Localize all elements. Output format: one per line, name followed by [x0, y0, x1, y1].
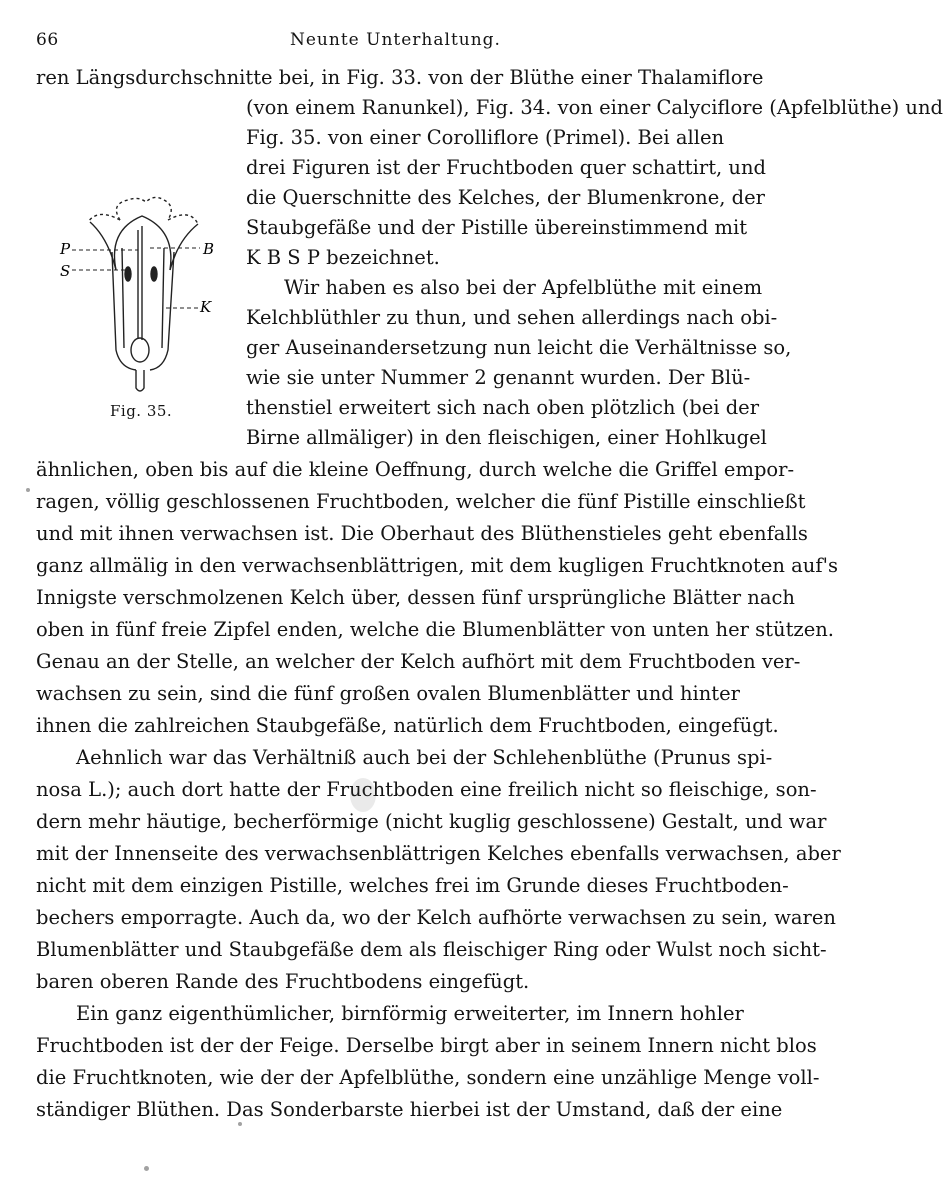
label-p: P — [60, 240, 71, 258]
page-number: 66 — [36, 30, 59, 50]
text-line: Innigste verschmolzenen Kelch über, dessen fünf ursprüngliche Blätter nach — [36, 586, 795, 609]
text-line: ähnlichen, oben bis auf die kleine Oeffnung, durch welche die Griffel empor- — [36, 458, 795, 481]
figure-caption: Fig. 35. — [110, 402, 173, 420]
text-line: dern mehr häutige, becherförmige (nicht kuglig geschlossene) Gestalt, und war — [36, 810, 827, 833]
text-line: Genau an der Stelle, an welcher der Kelch aufhört mit dem Fruchtboden ver- — [36, 650, 801, 673]
text-line: Wir haben es also bei der Apfelblüthe mit einem — [284, 276, 763, 299]
text-line: nicht mit dem einzigen Pistille, welches frei im Grunde dieses Fruchtboden- — [36, 874, 789, 897]
text-line: Aehnlich war das Verhältniß auch bei der Schlehenblüthe (Prunus spi- — [76, 746, 773, 769]
text-line: bechers emporragte. Auch da, wo der Kelch aufhörte verwachsen zu sein, waren — [36, 906, 836, 929]
text-line: thenstiel erweitert sich nach oben plötzlich (bei der — [246, 396, 760, 419]
text-line: (von einem Ranunkel), Fig. 34. von einer Calyciflore (Apfelblüthe) und — [246, 96, 943, 119]
text-line: wachsen zu sein, sind die fünf großen ovalen Blumenblätter und hinter — [36, 682, 740, 705]
text-line: Staubgefäße und der Pistille übereinstimmend mit — [246, 216, 748, 239]
text-line: ger Auseinandersetzung nun leicht die Verhältnisse so, — [246, 336, 792, 359]
text-line: wie sie unter Nummer 2 genannt wurden. Der Blü- — [246, 366, 751, 389]
label-k: K — [200, 298, 212, 316]
print-speck — [238, 1122, 242, 1126]
text-line: drei Figuren ist der Fruchtboden quer schattirt, und — [246, 156, 767, 179]
label-s: S — [60, 262, 71, 280]
text-line: oben in fünf freie Zipfel enden, welche die Blumenblätter von unten her stützen. — [36, 618, 834, 641]
label-b: B — [203, 240, 215, 258]
print-speck — [26, 488, 30, 492]
text-line: die Fruchtknoten, wie der der Apfelblüthe, sondern eine unzählige Menge voll- — [36, 1066, 820, 1089]
text-line: ren Längsdurchschnitte bei, in Fig. 33. von der Blüthe einer Thalamiflore — [36, 66, 764, 89]
text-line: und mit ihnen verwachsen ist. Die Oberhaut des Blüthenstieles geht ebenfalls — [36, 522, 808, 545]
running-head: Neunte Unterhaltung. — [290, 30, 501, 50]
text-line: ganz allmälig in den verwachsenblättrigen, mit dem kugligen Fruchtknoten auf's — [36, 554, 838, 577]
text-line: Kelchblüthler zu thun, und sehen allerdings nach obi- — [246, 306, 778, 329]
text-line: die Querschnitte des Kelches, der Blumenkrone, der — [246, 186, 766, 209]
text-line: Ein ganz eigenthümlicher, birnförmig erweiterter, im Innern hohler — [76, 1002, 744, 1025]
text-line: ständiger Blüthen. Das Sonderbarste hierbei ist der Umstand, daß der eine — [36, 1098, 783, 1121]
text-line: baren oberen Rande des Fruchtbodens eingefügt. — [36, 970, 530, 993]
text-line: Fig. 35. von einer Corolliflore (Primel). Bei allen — [246, 126, 725, 149]
text-line: Birne allmäliger) in den fleischigen, einer Hohlkugel — [246, 426, 767, 449]
ink-blot — [350, 778, 376, 812]
text-line: Blumenblätter und Staubgefäße dem als fleischiger Ring oder Wulst noch sicht- — [36, 938, 827, 961]
text-line: mit der Innenseite des verwachsenblättrigen Kelches ebenfalls verwachsen, aber — [36, 842, 841, 865]
print-speck — [144, 1166, 149, 1171]
text-line: nosa L.); auch dort hatte der Fruchtboden eine freilich nicht so fleischige, son- — [36, 778, 817, 801]
text-line: ihnen die zahlreichen Staubgefäße, natürlich dem Fruchtboden, eingefügt. — [36, 714, 779, 737]
flower-section-figure — [50, 190, 225, 420]
text-line: K B S P bezeichnet. — [246, 246, 440, 269]
text-line: Fruchtboden ist der der Feige. Derselbe birgt aber in seinem Innern nicht blos — [36, 1034, 817, 1057]
text-line: ragen, völlig geschlossenen Fruchtboden, welcher die fünf Pistille einschließt — [36, 490, 806, 513]
